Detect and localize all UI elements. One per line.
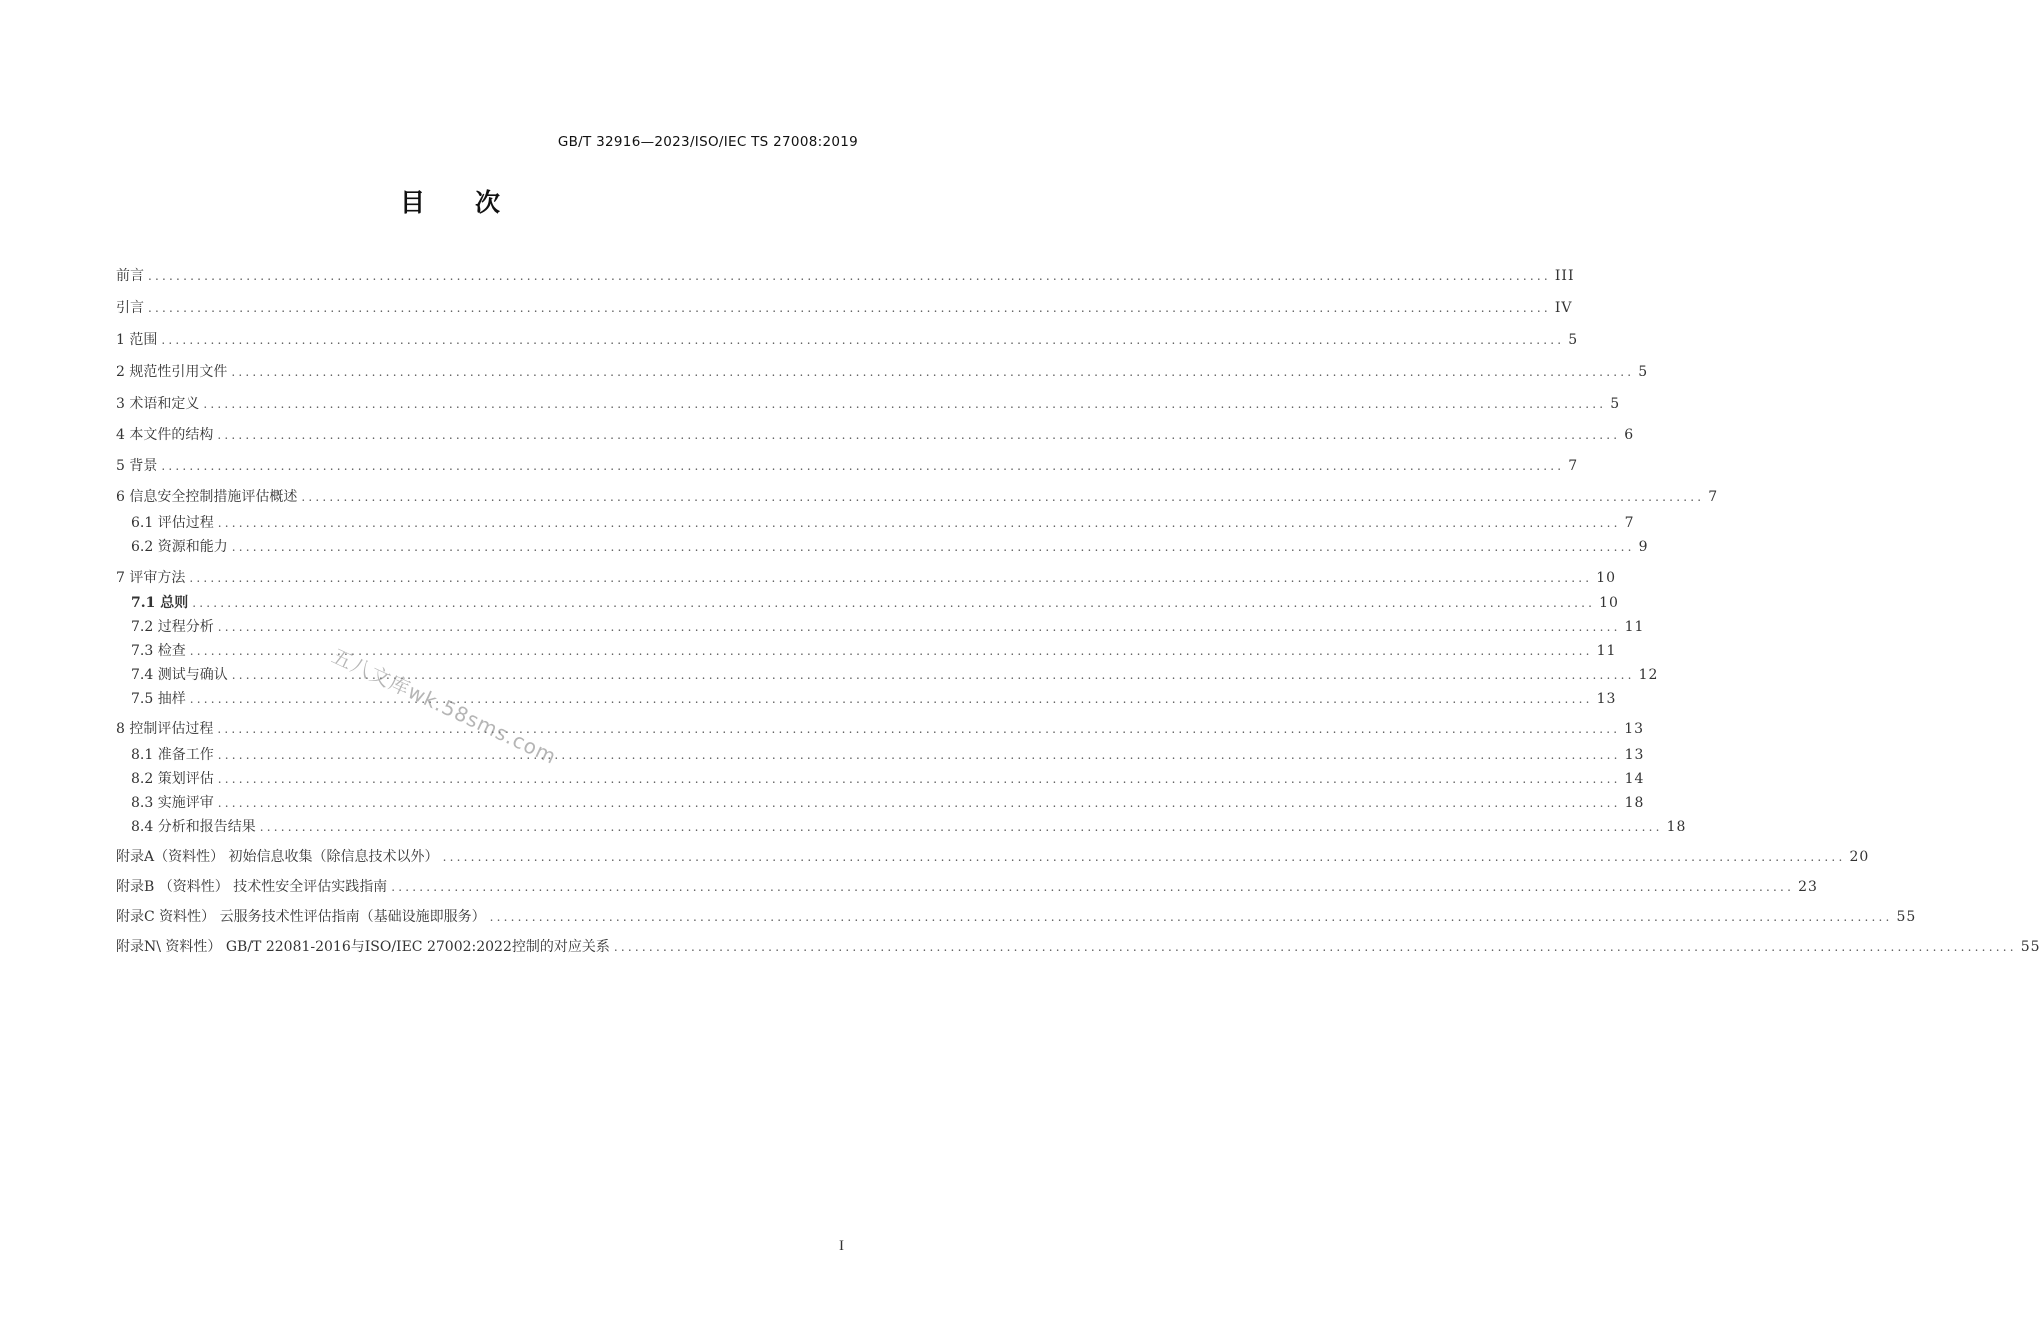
- toc-entry[interactable]: [116, 846, 1870, 868]
- toc-leader-dots: ........................................................................................................................................................................................................: [189, 571, 1593, 585]
- toc-entry-label: 7.1 总则: [131, 595, 189, 611]
- toc-entry-label: 7.4 测试与确认: [131, 667, 228, 683]
- toc-entry-page: 55: [2020, 939, 2041, 955]
- toc-leader-dots: ........................................................................................................................................................................................................: [391, 880, 1795, 894]
- toc-leader-dots: ........................................................................................................................................................................................................: [231, 540, 1635, 554]
- toc-entry-page: 5: [1610, 396, 1621, 412]
- toc-entry-label: 6 信息安全控制措施评估概述: [116, 489, 298, 505]
- toc-entry-page: 5: [1638, 364, 1649, 380]
- toc-entry-label: 附录N\ 资料性） GB/T 22081-2016与ISO/IEC 27002:2022控制的对应关系: [116, 939, 610, 955]
- toc-entry[interactable]: [131, 792, 1645, 814]
- toc-leader-dots: ........................................................................................................................................................................................................: [231, 365, 1635, 379]
- toc-entry-page: 7: [1568, 458, 1579, 474]
- toc-entry-page: 18: [1666, 819, 1687, 835]
- toc-leader-dots: ........................................................................................................................................................................................................: [189, 692, 1593, 706]
- toc-entry[interactable]: [131, 816, 1687, 838]
- watermark: 五八文库wk.58sms.com: [328, 643, 561, 769]
- toc-entry-page: III: [1554, 268, 1575, 284]
- toc-leader-dots: ........................................................................................................................................................................................................: [489, 910, 1893, 924]
- toc-entry[interactable]: [116, 265, 1575, 287]
- toc-entry-page: 7: [1624, 515, 1635, 531]
- toc-entry-label: 1 范围: [116, 332, 158, 348]
- toc-entry[interactable]: [131, 536, 1649, 558]
- toc-leader-dots: ........................................................................................................................................................................................................: [217, 796, 1621, 810]
- toc-entry[interactable]: [131, 744, 1645, 766]
- toc-entry-label: 8.2 策划评估: [131, 771, 214, 787]
- toc-entry-label: 引言: [116, 300, 144, 316]
- toc-leader-dots: ........................................................................................................................................................................................................: [231, 668, 1635, 682]
- toc-entry-label: 7.3 检查: [131, 643, 186, 659]
- toc-entry-label: 附录B （资料性） 技术性安全评估实践指南: [116, 879, 388, 895]
- toc-entry-label: 8.4 分析和报告结果: [131, 819, 256, 835]
- toc-entry[interactable]: [131, 512, 1635, 534]
- toc-leader-dots: ........................................................................................................................................................................................................: [203, 397, 1607, 411]
- toc-leader-dots: ........................................................................................................................................................................................................: [217, 748, 1621, 762]
- toc-entry-label: 5 背景: [116, 458, 158, 474]
- toc-entry-page: 13: [1596, 691, 1617, 707]
- toc-entry[interactable]: [116, 486, 1719, 508]
- toc-entry-label: 7.2 过程分析: [131, 619, 214, 635]
- toc-entry-page: 6: [1624, 427, 1635, 443]
- toc-entry-page: 20: [1849, 849, 1870, 865]
- page-title: 目次: [399, 188, 550, 217]
- toc-entry-page: 14: [1624, 771, 1645, 787]
- toc-leader-dots: ........................................................................................................................................................................................................: [217, 722, 1621, 736]
- toc-entry-label: 4 本文件的结构: [116, 427, 214, 443]
- toc-entry-label: 6.2 资源和能力: [131, 539, 228, 555]
- toc-entry-label: 2 规范性引用文件: [116, 364, 228, 380]
- toc-leader-dots: ........................................................................................................................................................................................................: [217, 772, 1621, 786]
- toc-entry-page: 11: [1624, 619, 1645, 635]
- toc-entry[interactable]: [116, 297, 1573, 319]
- toc-leader-dots: ........................................................................................................................................................................................................: [613, 940, 2017, 954]
- toc-entry[interactable]: [131, 640, 1617, 662]
- toc-leader-dots: ........................................................................................................................................................................................................: [148, 269, 1551, 283]
- toc-entry-page: 55: [1896, 909, 1917, 925]
- toc-entry-label: 6.1 评估过程: [131, 515, 214, 531]
- toc-entry-label: 附录A（资料性） 初始信息收集（除信息技术以外）: [116, 849, 439, 865]
- toc-entry[interactable]: [131, 616, 1645, 638]
- toc-entry[interactable]: [116, 876, 1818, 898]
- toc-entry[interactable]: [116, 329, 1579, 351]
- toc-entry[interactable]: [131, 688, 1617, 710]
- toc-entry-label: 附录C 资料性） 云服务技术性评估指南（基础设施即服务）: [116, 909, 486, 925]
- toc-entry[interactable]: [116, 567, 1617, 589]
- toc-leader-dots: ........................................................................................................................................................................................................: [189, 644, 1593, 658]
- toc-entry-label: 7 评审方法: [116, 570, 186, 586]
- toc-entry[interactable]: [116, 361, 1649, 383]
- toc-entry-label: 3 术语和定义: [116, 396, 200, 412]
- toc-leader-dots: ........................................................................................................................................................................................................: [259, 820, 1663, 834]
- toc-entry-page: 18: [1624, 795, 1645, 811]
- toc-entry-label: 8.3 实施评审: [131, 795, 214, 811]
- toc-entry-page: 11: [1596, 643, 1617, 659]
- toc-entry-page: 13: [1624, 721, 1645, 737]
- standard-code: GB/T 32916—2023/ISO/IEC TS 27008:2019: [557, 134, 858, 150]
- toc-entry-page: 9: [1638, 539, 1649, 555]
- toc-entry-page: IV: [1554, 300, 1573, 316]
- toc-leader-dots: ........................................................................................................................................................................................................: [192, 596, 1596, 610]
- toc-entry-page: 10: [1599, 595, 1619, 611]
- toc-leader-dots: ........................................................................................................................................................................................................: [161, 333, 1565, 347]
- toc-entry[interactable]: [116, 393, 1621, 415]
- toc-entry[interactable]: [131, 664, 1659, 686]
- toc-entry[interactable]: [116, 455, 1579, 477]
- toc-entry-label: 8 控制评估过程: [116, 721, 214, 737]
- toc-leader-dots: ........................................................................................................................................................................................................: [161, 459, 1565, 473]
- toc-leader-dots: ........................................................................................................................................................................................................: [442, 850, 1846, 864]
- toc-entry[interactable]: [116, 906, 1917, 928]
- toc-entry-page: 5: [1568, 332, 1579, 348]
- toc-entry-label: 7.5 抽样: [131, 691, 186, 707]
- toc-leader-dots: ........................................................................................................................................................................................................: [217, 620, 1621, 634]
- toc-entry-page: 7: [1708, 489, 1719, 505]
- toc-entry-page: 23: [1798, 879, 1818, 895]
- toc-entry-page: 13: [1624, 747, 1645, 763]
- toc-entry[interactable]: [131, 592, 1619, 614]
- toc-entry[interactable]: [131, 768, 1645, 790]
- toc-entry-page: 12: [1638, 667, 1659, 683]
- toc-entry[interactable]: [116, 936, 2041, 958]
- toc-entry-label: 前言: [116, 268, 144, 284]
- toc-leader-dots: ........................................................................................................................................................................................................: [148, 301, 1551, 315]
- toc-entry[interactable]: [116, 424, 1635, 446]
- toc-leader-dots: ........................................................................................................................................................................................................: [217, 428, 1621, 442]
- page-number: I: [839, 1238, 844, 1254]
- toc-entry-label: 8.1 准备工作: [131, 747, 214, 763]
- toc-leader-dots: ........................................................................................................................................................................................................: [301, 490, 1705, 504]
- toc-entry-page: 10: [1596, 570, 1617, 586]
- toc-leader-dots: ........................................................................................................................................................................................................: [217, 516, 1621, 530]
